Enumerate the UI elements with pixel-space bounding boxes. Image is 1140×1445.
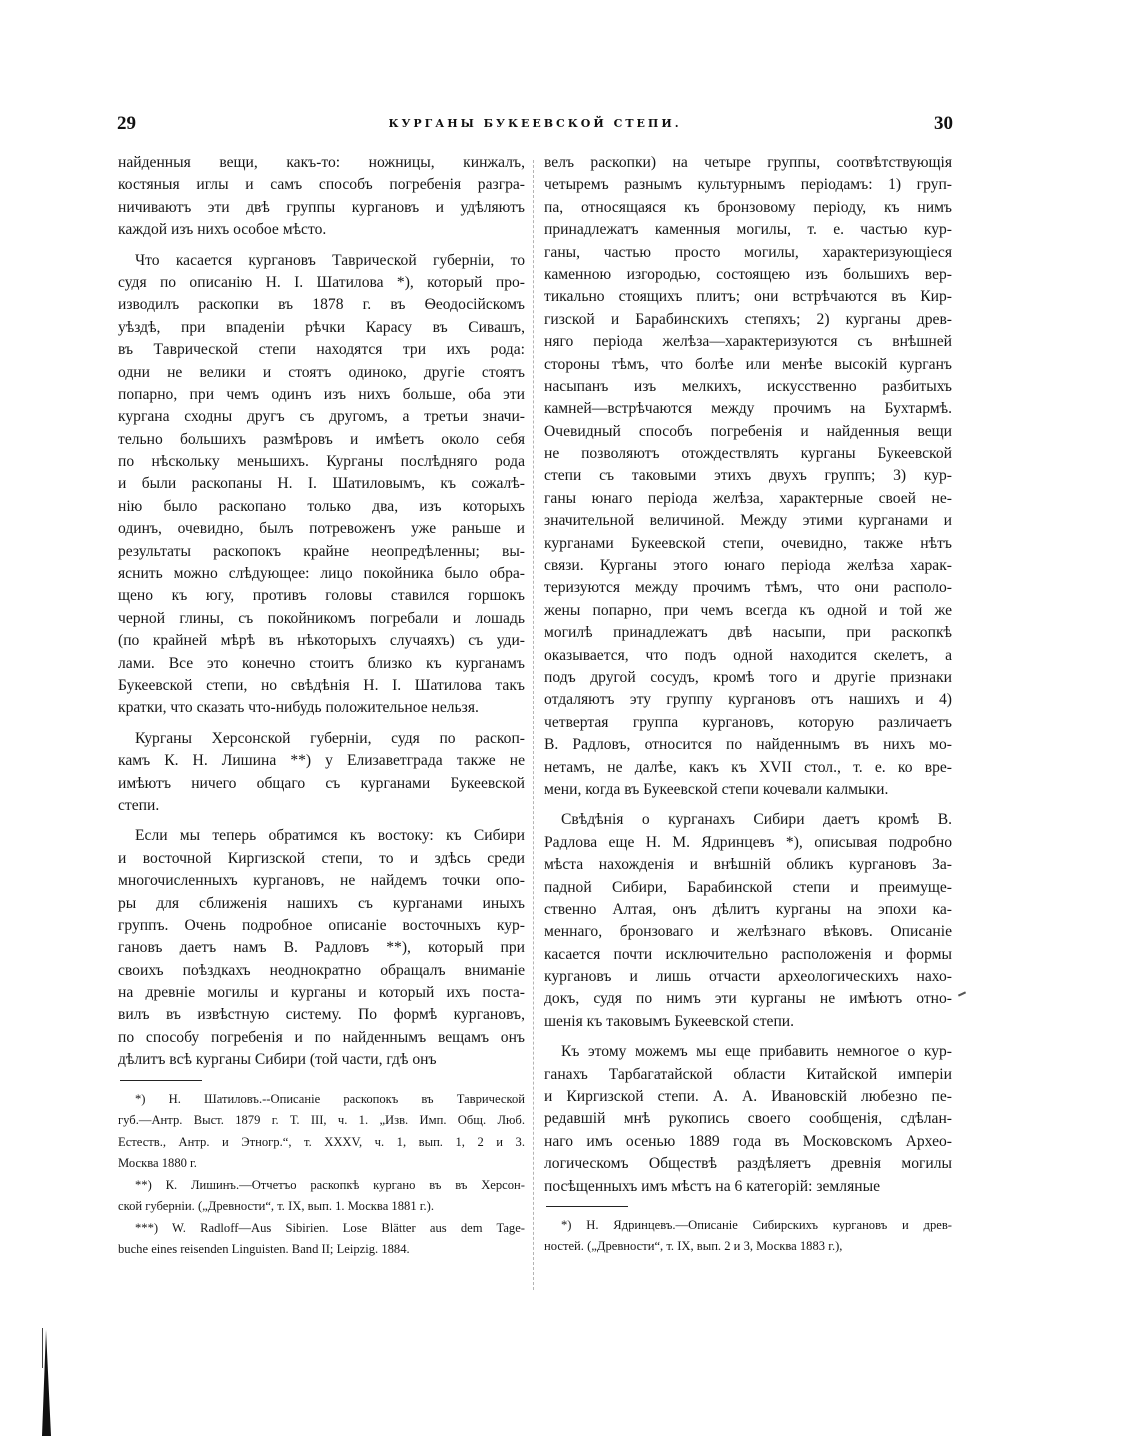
text-line: костяныя иглы и самъ способъ погребенія разгра- <box>118 176 525 194</box>
text-line: теризуются между прочимъ тѣмъ, что они располо- <box>544 579 952 597</box>
paragraph <box>544 152 952 801</box>
text-line: тельно большихъ размѣровъ и имѣетъ около себя <box>118 430 525 448</box>
footnote-line: **) К. Лишинъ.—Отчетъо раскопкѣ кургано въ въ Херсон- <box>135 1177 525 1192</box>
text-line: насыпанъ изъ мелкихъ, искусственно разбитыхъ <box>544 377 952 395</box>
footnote <box>118 1175 525 1218</box>
paragraph-gap <box>118 242 525 250</box>
text-line: Что касается кургановъ Таврической губерніи, то <box>135 251 525 269</box>
text-line: въ Таврической степи находятся три ихъ рода: <box>118 341 525 359</box>
text-line: посѣщенныхъ имъ мѣстъ на 6 категорій: земляные <box>544 1177 880 1195</box>
footnote-line: buche eines reisenden Linguisten. Band II; Leipzig. 1884. <box>118 1242 410 1257</box>
text-line: нію было раскопано только два, изъ которыхъ <box>118 497 525 515</box>
paragraph-gap <box>544 1033 952 1041</box>
text-line: и восточной Киргизской степи, то и здѣсь среди <box>118 849 525 867</box>
column-divider <box>533 160 534 1290</box>
text-line: ганы, частью просто могилы, характеризующіеся <box>544 243 952 261</box>
text-line: камней—встрѣчаются между прочимъ на Бухтармѣ. <box>544 400 952 418</box>
page-number-right: 30 <box>934 113 953 134</box>
text-line: одинъ, очевидно, былъ потревоженъ уже раньше и <box>118 520 525 538</box>
footnote <box>118 1089 525 1175</box>
text-line: имѣютъ ничего общаго съ курганами Букеевской <box>118 774 525 792</box>
text-line: по способу погребенія и по найденнымъ вещамъ онъ <box>118 1028 525 1046</box>
text-line: ничиваютъ эти двѣ группы кургановъ и удѣляютъ <box>118 198 525 216</box>
footnote-rule <box>546 1206 628 1207</box>
text-line: четвертая группа кургановъ, которую различаетъ <box>544 713 952 731</box>
text-line: могилѣ принадлежатъ двѣ насыпи, при раскопкѣ <box>544 624 952 642</box>
text-line: одни не велики и стоятъ одиноко, другіе стоятъ <box>118 363 525 381</box>
text-line: мѣста нахожденія и внѣшній обликъ кургановъ За- <box>544 856 952 874</box>
text-line: В. Радловъ, относится по найденнымъ въ нихъ мо- <box>544 736 952 754</box>
text-line: дѣлитъ всѣ курганы Сибири (той части, гдѣ онъ <box>118 1051 437 1069</box>
text-line: своихъ поѣздкахъ неоднократно обращалъ вниманіе <box>118 961 525 979</box>
text-line: связи. Курганы этого юнаго періода желѣза харак- <box>544 557 952 575</box>
text-line: редавшій мнѣ рукопись своего сообщенія, сдѣлан- <box>544 1110 952 1128</box>
text-line: шенія къ таковымъ Букеевской степи. <box>544 1012 795 1030</box>
text-line: гизской и Барабинскихъ степяхъ; 2) курганы древ- <box>544 310 952 328</box>
text-line: ры для сближенія нашихъ съ курганами иныхъ <box>118 894 525 912</box>
footnote-rule <box>120 1080 202 1081</box>
paragraph-gap <box>118 720 525 728</box>
text-line: подъ другой сосудъ, кромѣ того и другіе признаки <box>544 668 952 686</box>
paragraph <box>544 809 952 1033</box>
text-line: Курганы Херсонской губерніи, судя по раскоп- <box>135 729 525 747</box>
left-column <box>118 152 525 1261</box>
footnote-line: губ.—Антр. Выст. 1879 г. Т. III, ч. 1. „Изв. Имп. Общ. Люб. <box>118 1113 525 1128</box>
text-line: группъ. Очень подробное описаніе восточныхъ кур- <box>118 916 525 934</box>
text-line: ственно Алтая, онъ дѣлитъ курганы на эпохи ка- <box>544 900 952 918</box>
text-line: яснить можно слѣдующее: лицо покойника было обра- <box>118 565 525 583</box>
text-line: стороны тѣмъ, что болѣе или менѣе высокій курганъ <box>544 355 952 373</box>
text-line: четыремъ разнымъ культурнымъ періодамъ: 1) груп- <box>544 176 952 194</box>
paragraph <box>118 250 525 720</box>
text-line: ганахъ Тарбагатайской области Китайской имперіи <box>544 1065 952 1083</box>
page-number-left: 29 <box>117 113 136 134</box>
footnote-line: *) Н. Ядринцевъ.—Описаніе Сибирскихъ кургановъ и древ- <box>561 1217 952 1232</box>
paragraph <box>118 152 525 242</box>
text-line: докъ, судя по нимъ эти курганы не имѣютъ отно- <box>544 990 952 1008</box>
text-line: черной глины, съ покойникомъ погребали и лошадь <box>118 609 525 627</box>
text-line: меннаго, бронзоваго и желѣзнаго вѣковъ. Описаніе <box>544 923 952 941</box>
text-line: няго періода желѣза—характеризуются съ внѣшней <box>544 333 952 351</box>
footnote-line: ской губерніи. („Древности“, т. IX, вып. 1. Москва 1881 г.). <box>118 1199 434 1214</box>
text-line: па, относящаяся къ бронзовому періоду, къ нимъ <box>544 198 952 216</box>
footnote-line: ***) W. Radloff—Aus Sibirien. Lose Blätter aus dem Tage- <box>135 1220 525 1235</box>
text-line: изводилъ раскопки въ 1878 г. въ Ѳеодосійскомъ <box>118 296 525 314</box>
text-line: уѣздѣ, при впаденіи рѣчки Карасу въ Сивашъ, <box>118 318 525 336</box>
text-line: оказывается, что подъ одной находится скелетъ, а <box>544 646 952 664</box>
right-column <box>544 152 952 1258</box>
text-line: Радлова еще Н. М. Ядринцевъ *), описывая подробно <box>544 833 952 851</box>
text-line: наго имъ осенью 1889 года въ Московскомъ Архео- <box>544 1132 952 1150</box>
footnote-line: ностей. („Древности“, т. IX, вып. 2 и 3, Москва 1883 г.), <box>544 1239 843 1254</box>
scan-speck <box>958 991 966 996</box>
text-line: принадлежатъ каменныя могилы, т. е. частью кур- <box>544 221 952 239</box>
text-line: значительной величиной. Между этими курганами и <box>544 512 952 530</box>
text-line: попарно, при чемъ одинъ изъ нихъ больше, оба эти <box>118 385 525 403</box>
text-line: каждой изъ нихъ особое мѣсто. <box>118 221 327 239</box>
footnote-line: *) Н. Шатиловъ.--Описаніе раскопокъ въ Таврической <box>135 1091 525 1106</box>
page-header <box>117 113 953 143</box>
text-line: судя по описанію Н. І. Шатилова *), который про- <box>118 273 525 291</box>
text-line: Свѣдѣнія о курганахъ Сибири даетъ кромѣ В. <box>561 811 952 829</box>
text-line: Букеевской степи, но свѣдѣнія Н. І. Шатилова такъ <box>118 676 525 694</box>
text-line: ганы юнаго періода желѣза, характерные своей не- <box>544 489 952 507</box>
text-line: найденныя вещи, какъ-то: ножницы, кинжалъ, <box>118 154 525 171</box>
running-title: КУРГАНЫ БУКЕЕВСКОЙ СТЕПИ. <box>388 117 682 130</box>
text-line: и Киргизской степи. А. А. Ивановскій любезно пе- <box>544 1088 952 1106</box>
text-line: касается почти исключительно расположенія и формы <box>544 945 952 963</box>
footnote <box>544 1215 952 1258</box>
text-line: и были раскопаны Н. І. Шатиловымъ, къ сожалѣ- <box>118 475 525 493</box>
text-line: мени, когда въ Букеевской степи кочевали калмыки. <box>544 780 889 798</box>
text-line: результаты раскопокъ крайне неопредѣленны; вы- <box>118 542 525 560</box>
text-line: нетамъ, не далѣе, какъ къ XVII стол., т. е. ко вре- <box>544 758 952 776</box>
text-line: лами. Все это конечно стоитъ близко къ курганамъ <box>118 654 525 672</box>
margin-scan-mark <box>42 1330 51 1436</box>
text-line: (по крайней мѣрѣ въ нѣкоторыхъ случаяхъ) съ уди- <box>118 632 525 650</box>
text-line: не позволяютъ отождествлять курганы Букеевской <box>544 445 952 463</box>
text-line: кратки, что сказать что-нибудь положительное нельзя. <box>118 699 479 717</box>
text-line: жены попарно, при чемъ всегда къ одной и той же <box>544 601 952 619</box>
text-line: степи. <box>118 796 160 814</box>
paragraph <box>118 728 525 818</box>
text-line: курганами Букеевской степи, очевидно, также нѣтъ <box>544 534 952 552</box>
text-line: вилъ въ извѣстную систему. По формѣ кургановъ, <box>118 1006 525 1024</box>
footnote-line: Москва 1880 г. <box>118 1156 197 1171</box>
text-line: падной Сибири, Барабинской степи и преимуще- <box>544 878 952 896</box>
paragraph <box>118 825 525 1071</box>
text-line: щено къ югу, противъ головы ставился горшокъ <box>118 587 525 605</box>
text-line: Если мы теперь обратимся къ востоку: къ Сибири <box>135 827 525 845</box>
paragraph-gap <box>118 817 525 825</box>
text-line: степи съ таковыми этихъ двухъ группъ; 3) кур- <box>544 467 952 485</box>
text-line: на древніе могилы и курганы и который ихъ поста- <box>118 984 525 1002</box>
text-line: каменною изгородью, состоящею изъ большихъ вер- <box>544 265 952 283</box>
text-line: гановъ даетъ намъ В. Радловъ **), который при <box>118 939 525 957</box>
text-line: кургановъ и лишь отчасти археологическихъ нахо- <box>544 968 952 986</box>
text-line: многочисленныхъ кургановъ, не найдемъ точки опо- <box>118 872 525 890</box>
footnote <box>118 1218 525 1261</box>
text-line: отдаляютъ эту группу кургановъ отъ нашихъ и 4) <box>544 691 952 709</box>
paragraph-gap <box>544 801 952 809</box>
text-line: Къ этому можемъ мы еще прибавить немногое о кур- <box>561 1043 952 1061</box>
text-line: по нѣскольку меньшихъ. Курганы послѣдняго рода <box>118 453 525 471</box>
text-line: кургана сходны другъ съ другомъ, а третьи значи- <box>118 408 525 426</box>
text-line: камъ К. Н. Лишина **) у Елизаветграда также не <box>118 752 525 770</box>
text-line: логическомъ Обществѣ раздѣляетъ древнія могилы <box>544 1155 952 1173</box>
footnote-line: Естеств., Антр. и Этногр.“, т. XXXV, ч. 1, вып. 1, 2 и 3. <box>118 1134 525 1149</box>
text-line: Очевидный способъ погребенія и найденныя вещи <box>544 422 952 440</box>
paragraph <box>544 1041 952 1198</box>
text-line: велъ раскопки) на четыре группы, соотвѣтствующія <box>544 154 952 171</box>
text-line: тикально стоящихъ плитъ; они встрѣчаются въ Кир- <box>544 288 952 306</box>
